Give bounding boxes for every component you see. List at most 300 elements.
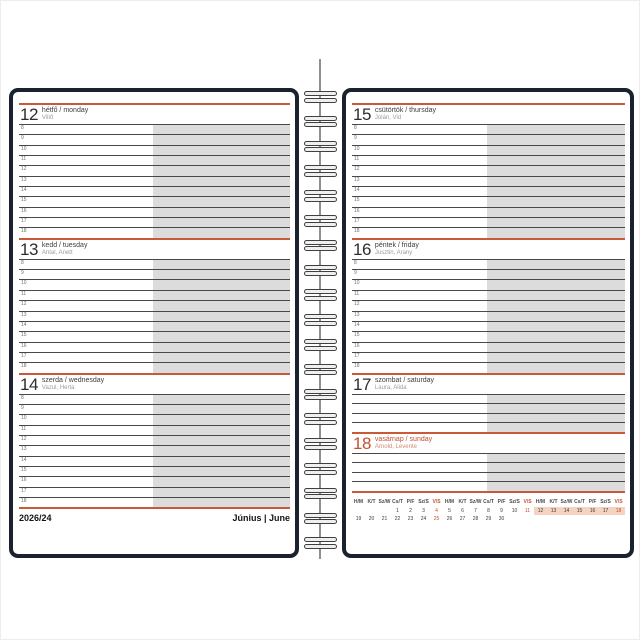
spiral-loop — [304, 141, 337, 154]
hour-label: 18 — [354, 228, 360, 235]
hour-label: 12 — [21, 435, 27, 442]
nameday-label: Jolán, Vid — [374, 115, 402, 121]
hour-slot — [352, 207, 625, 217]
day-names — [375, 106, 436, 122]
hour-slot — [352, 311, 625, 321]
spiral-loop-ring — [304, 488, 337, 493]
spiral-loop-ring — [304, 494, 337, 499]
mini-cal-day-cell — [534, 515, 547, 523]
mini-cal-weekday-header: Cs/T — [574, 498, 585, 505]
hour-label: 9 — [21, 270, 24, 277]
hour-label: 15 — [21, 466, 27, 473]
spiral-loop — [304, 438, 337, 451]
day-header — [352, 434, 625, 453]
nameday-label: Villő — [41, 115, 54, 121]
mini-cal-day-cell — [612, 515, 625, 523]
hour-label: 15 — [21, 332, 27, 339]
spiral-loop — [304, 488, 337, 501]
hour-label: 8 — [21, 125, 24, 131]
hour-slot — [19, 425, 290, 435]
spiral-loop-ring — [304, 141, 337, 146]
hour-label: 10 — [21, 280, 27, 287]
hour-slot — [352, 269, 625, 279]
day-name-label: szerda / wednesday — [41, 376, 105, 384]
spiral-loop-ring — [304, 147, 337, 152]
spiral-loop-ring — [304, 519, 337, 524]
hour-label: 9 — [354, 270, 357, 277]
day-grid — [352, 394, 625, 432]
hour-label: 13 — [21, 446, 27, 453]
spiral-loop — [304, 116, 337, 129]
spiral-loop-ring — [304, 321, 337, 326]
mini-cal-weekday-header: P/F — [406, 498, 415, 505]
spiral-loop-ring — [304, 339, 337, 344]
day-grid — [352, 453, 625, 491]
mini-cal-day-cell: 16 — [586, 507, 599, 515]
hour-slot — [19, 207, 290, 217]
spiral-loop — [304, 364, 337, 377]
mini-cal-day-cell — [599, 515, 612, 523]
hour-label: 10 — [354, 145, 360, 152]
spiral-loop-ring — [304, 463, 337, 468]
mini-cal-day-cell — [586, 515, 599, 523]
day-name-label: vasárnap / sunday — [374, 435, 433, 443]
mini-cal-weekday-header: H/M — [353, 498, 364, 505]
month-label: Június | June — [232, 513, 290, 524]
spiral-loop-ring — [304, 172, 337, 177]
hour-label: 10 — [354, 280, 360, 287]
mini-cal-day-cell — [378, 507, 391, 515]
hour-label: 13 — [21, 176, 27, 183]
spiral-loop-ring — [304, 271, 337, 276]
mini-cal-day-cell: 29 — [485, 515, 492, 522]
mini-cal-day-cell: 14 — [560, 507, 573, 515]
spiral-loop — [304, 91, 337, 104]
hour-slot — [352, 279, 625, 289]
hour-slot — [19, 300, 290, 310]
spiral-loop — [304, 389, 337, 402]
hour-label: 16 — [21, 342, 27, 349]
mini-cal-day-cell: 12 — [534, 507, 547, 515]
day-name-label: kedd / tuesday — [41, 241, 88, 249]
day-block-14 — [19, 373, 290, 508]
spiral-loop-ring — [304, 445, 337, 450]
mini-cal-weekday-header: K/T — [458, 498, 467, 505]
hour-label: 15 — [21, 197, 27, 204]
hour-slot — [19, 362, 290, 372]
hour-label: 12 — [354, 301, 360, 308]
spiral-loop-ring — [304, 389, 337, 394]
note-line — [352, 453, 625, 463]
hour-slot — [352, 176, 625, 186]
day-grid — [19, 394, 290, 508]
day-name-label: csütörtök / thursday — [374, 107, 437, 114]
mini-cal-day-cell: 24 — [420, 515, 427, 522]
spiral-loop-ring — [304, 265, 337, 270]
mini-cal-day-cell — [573, 515, 586, 523]
mini-cal-day-cell: 6 — [461, 507, 464, 514]
hour-label: 11 — [21, 156, 27, 163]
spiral-loop-ring — [304, 190, 337, 195]
nameday-label: Jusztin, Arany — [374, 249, 413, 256]
spiral-loop — [304, 240, 337, 253]
hour-slot — [19, 186, 290, 196]
mini-cal-day-cell: 13 — [547, 507, 560, 515]
hour-slot — [19, 456, 290, 466]
spiral-loop-ring — [304, 246, 337, 251]
day-block-16 — [352, 238, 625, 373]
right-day-blocks — [352, 103, 625, 493]
day-grid — [19, 124, 290, 238]
hour-slot — [352, 155, 625, 165]
hour-slot — [352, 124, 625, 134]
mini-cal-weekday-header: Cs/T — [483, 498, 494, 505]
hour-label: 11 — [21, 290, 27, 297]
hour-label: 12 — [21, 301, 27, 308]
mini-cal-weekday-header: P/F — [497, 498, 506, 505]
hour-label: 16 — [21, 477, 27, 484]
day-block-15 — [352, 103, 625, 238]
spiral-loop — [304, 289, 337, 302]
spiral-loop — [304, 339, 337, 352]
mini-cal-day-cell: 23 — [407, 515, 414, 522]
mini-cal-day-cell — [547, 515, 560, 523]
spiral-loop-ring — [304, 314, 337, 319]
mini-cal-weekday-header: Sz/S — [418, 498, 429, 505]
spiral-loop-ring — [304, 346, 337, 351]
hour-label: 18 — [354, 363, 360, 370]
hour-slot — [352, 342, 625, 352]
hour-slot — [19, 476, 290, 486]
hour-slot — [19, 331, 290, 341]
mini-cal-day-cell: 26 — [446, 515, 453, 522]
day-names — [42, 376, 104, 392]
mini-cal-weekday-header: V/S — [614, 498, 623, 505]
hour-slot — [352, 362, 625, 372]
mini-cal-day-cell: 15 — [573, 507, 586, 515]
spiral-loop-ring — [304, 98, 337, 103]
hour-label: 15 — [354, 332, 360, 339]
day-number: 12 — [20, 105, 38, 124]
hour-slot — [19, 259, 290, 269]
day-names — [375, 376, 434, 392]
hour-slot — [352, 227, 625, 237]
hour-label: 11 — [21, 425, 27, 432]
spiral-loop-ring — [304, 544, 337, 549]
hour-label: 11 — [354, 290, 360, 297]
mini-cal-day-cell: 20 — [368, 515, 375, 522]
mini-cal-day-cell — [521, 515, 534, 523]
day-header — [352, 240, 625, 259]
hour-label: 8 — [21, 394, 24, 401]
spiral-loop-ring — [304, 513, 337, 518]
day-names — [42, 106, 88, 122]
mini-cal-day-cell — [508, 515, 521, 523]
hour-label: 17 — [354, 218, 360, 225]
note-line — [352, 394, 625, 404]
mini-cal-day-cell: 18 — [612, 507, 625, 515]
day-name-label: szombat / saturday — [374, 376, 435, 384]
hour-slot — [352, 165, 625, 175]
note-line — [352, 472, 625, 482]
hour-label: 8 — [354, 125, 357, 131]
mini-cal-day-cell: 8 — [487, 507, 490, 514]
mini-cal-day-cell: 22 — [394, 515, 401, 522]
spiral-loop-ring — [304, 165, 337, 170]
mini-cal-weekday-header: Sz/W — [469, 498, 482, 505]
spiral-loop-ring — [304, 413, 337, 418]
hour-slot — [19, 311, 290, 321]
hour-slot — [19, 269, 290, 279]
hour-slot — [352, 196, 625, 206]
hour-label: 14 — [21, 187, 27, 194]
mini-cal-weekday-header: K/T — [367, 498, 376, 505]
hour-slot — [19, 321, 290, 331]
note-line — [352, 481, 625, 491]
hour-label: 15 — [354, 197, 360, 204]
hour-slot — [352, 145, 625, 155]
spiral-loop-ring — [304, 91, 337, 96]
spiral-loop — [304, 463, 337, 476]
note-line — [352, 462, 625, 472]
week-number: 2026/24 — [19, 513, 52, 524]
hour-slot — [352, 134, 625, 144]
spiral-loop-ring — [304, 370, 337, 375]
mini-cal-weekday-header: V/S — [432, 498, 441, 505]
note-line — [352, 413, 625, 423]
hour-label: 13 — [354, 311, 360, 318]
hour-slot — [19, 279, 290, 289]
hour-label: 18 — [21, 498, 27, 504]
day-names — [42, 241, 88, 257]
hour-label: 12 — [354, 166, 360, 173]
hour-slot — [19, 497, 290, 507]
hour-slot — [352, 259, 625, 269]
hour-label: 14 — [21, 321, 27, 328]
mini-cal-day-cell: 11 — [524, 507, 531, 514]
page-footer — [19, 513, 290, 523]
day-names — [375, 241, 419, 257]
day-block-13 — [19, 238, 290, 373]
mini-cal-day-cell — [352, 507, 365, 515]
page-bottom-rule — [19, 507, 290, 509]
spiral-loop-ring — [304, 240, 337, 245]
day-number: 14 — [20, 374, 38, 394]
spiral-loop — [304, 537, 337, 550]
hour-label: 8 — [21, 259, 24, 266]
nameday-label: Laura, Alida — [374, 384, 407, 391]
spiral-loop-ring — [304, 438, 337, 443]
mini-cal-day-cell: 1 — [396, 507, 399, 514]
hour-label: 13 — [354, 176, 360, 183]
nameday-label: Antal, Anett — [41, 249, 73, 256]
hour-label: 14 — [354, 321, 360, 328]
nameday-label: Vazul, Herta — [41, 384, 75, 391]
hour-slot — [19, 155, 290, 165]
hour-slot — [19, 394, 290, 404]
hour-slot — [19, 196, 290, 206]
day-block-17 — [352, 373, 625, 432]
hour-slot — [352, 321, 625, 331]
spiral-loop-ring — [304, 222, 337, 227]
note-line — [352, 422, 625, 432]
hour-label: 12 — [21, 166, 27, 173]
hour-slot — [19, 290, 290, 300]
mini-cal-day-cell: 2 — [409, 507, 412, 514]
spiral-wire — [319, 59, 321, 559]
day-header — [19, 240, 290, 259]
hour-slot — [352, 352, 625, 362]
hour-label: 14 — [21, 456, 27, 463]
day-names — [375, 435, 432, 451]
page-bottom-rule — [352, 491, 625, 493]
spiral-loop-ring — [304, 122, 337, 127]
hour-label: 18 — [21, 228, 27, 235]
hour-slot — [19, 445, 290, 455]
mini-cal-weekday-header: Sz/S — [600, 498, 611, 505]
mini-cal-day-cell: 3 — [422, 507, 425, 514]
day-name-label: hétfő / monday — [41, 107, 89, 114]
hour-slot — [352, 300, 625, 310]
hour-slot — [19, 176, 290, 186]
mini-cal-weekday-header: P/F — [588, 498, 597, 505]
mini-cal-day-cell: 25 — [433, 515, 440, 522]
mini-cal-weekday-header: Sz/W — [560, 498, 573, 505]
mini-cal-weekday-header: Sz/W — [378, 498, 391, 505]
spiral-loop-ring — [304, 470, 337, 475]
mini-cal-day-cell: 9 — [500, 507, 503, 514]
spiral-loop-ring — [304, 296, 337, 301]
spiral-loop-ring — [304, 537, 337, 542]
spiral-loop — [304, 190, 337, 203]
right-page — [342, 88, 634, 558]
hour-label: 16 — [21, 207, 27, 214]
spiral-loop — [304, 413, 337, 426]
spiral-loop — [304, 165, 337, 178]
hour-slot — [352, 186, 625, 196]
mini-calendar — [352, 498, 625, 523]
hour-label: 10 — [21, 415, 27, 422]
mini-cal-day-cell — [365, 507, 378, 515]
hour-label: 16 — [354, 342, 360, 349]
day-number: 18 — [353, 433, 371, 453]
mini-cal-day-cell: 27 — [459, 515, 466, 522]
hour-slot — [19, 487, 290, 497]
mini-cal-weekday-header: H/M — [444, 498, 455, 505]
hour-slot — [19, 165, 290, 175]
hour-label: 13 — [21, 311, 27, 318]
day-grid — [19, 259, 290, 373]
day-number: 13 — [20, 239, 38, 259]
day-number: 15 — [353, 105, 371, 124]
day-header — [352, 375, 625, 394]
hour-label: 17 — [21, 487, 27, 494]
hour-slot — [19, 466, 290, 476]
hour-label: 10 — [21, 145, 27, 152]
mini-cal-day-cell: 7 — [474, 507, 477, 514]
left-page-content — [19, 103, 290, 548]
day-grid — [352, 124, 625, 238]
mini-cal-weekday-header: Cs/T — [392, 498, 403, 505]
day-block-18 — [352, 432, 625, 491]
hour-slot — [19, 227, 290, 237]
left-page — [9, 88, 299, 558]
spiral-loop-ring — [304, 197, 337, 202]
mini-cal-day-cell: 4 — [435, 507, 438, 514]
spiral-loop-ring — [304, 420, 337, 425]
day-header — [352, 105, 625, 124]
day-name-label: péntek / friday — [374, 241, 419, 249]
spiral-loop-ring — [304, 289, 337, 294]
mini-cal-day-cell: 21 — [381, 515, 388, 522]
day-number: 16 — [353, 239, 371, 259]
hour-label: 17 — [354, 352, 360, 359]
hour-slot — [19, 352, 290, 362]
spiral-loop — [304, 215, 337, 228]
mini-cal-day-cell: 5 — [448, 507, 451, 514]
day-grid — [352, 259, 625, 373]
hour-label: 11 — [354, 156, 360, 163]
hour-slot — [19, 342, 290, 352]
mini-cal-weekday-header: K/T — [549, 498, 558, 505]
hour-slot — [19, 414, 290, 424]
hour-slot — [19, 404, 290, 414]
hour-label: 17 — [21, 352, 27, 359]
mini-cal-weekday-header: Sz/S — [509, 498, 520, 505]
mini-cal-day-cell: 30 — [498, 515, 505, 522]
hour-slot — [352, 331, 625, 341]
left-day-blocks — [19, 103, 290, 509]
mini-cal-weekday-header: H/M — [535, 498, 546, 505]
day-block-12 — [19, 103, 290, 238]
hour-label: 18 — [21, 363, 27, 370]
mini-cal-day-cell: 28 — [472, 515, 479, 522]
spiral-loop-ring — [304, 364, 337, 369]
day-header — [19, 105, 290, 124]
nameday-label: Arnold, Levente — [374, 443, 417, 450]
spiral-loop-ring — [304, 215, 337, 220]
mini-cal-day-cell: 10 — [511, 507, 518, 514]
mini-cal-day-cell: 19 — [355, 515, 362, 522]
day-header — [19, 375, 290, 394]
spiral-loop-ring — [304, 395, 337, 400]
mini-cal-day-cell — [560, 515, 573, 523]
hour-label: 8 — [354, 259, 357, 266]
mini-cal-weekday-header: V/S — [523, 498, 532, 505]
hour-label: 17 — [21, 218, 27, 225]
hour-slot — [19, 217, 290, 227]
hour-slot — [19, 124, 290, 134]
hour-label: 9 — [21, 404, 24, 411]
hour-slot — [19, 134, 290, 144]
hour-label: 9 — [354, 135, 357, 142]
note-line — [352, 403, 625, 413]
mini-cal-day-cell: 17 — [599, 507, 612, 515]
spiral-loop — [304, 265, 337, 278]
hour-label: 9 — [21, 135, 24, 142]
hour-slot — [19, 145, 290, 155]
hour-slot — [19, 435, 290, 445]
hour-label: 14 — [354, 187, 360, 194]
spiral-loop-ring — [304, 116, 337, 121]
right-page-content — [352, 103, 625, 548]
day-number: 17 — [353, 374, 371, 394]
hour-slot — [352, 290, 625, 300]
hour-label: 16 — [354, 207, 360, 214]
hour-slot — [352, 217, 625, 227]
spiral-loop — [304, 513, 337, 526]
spiral-loop — [304, 314, 337, 327]
